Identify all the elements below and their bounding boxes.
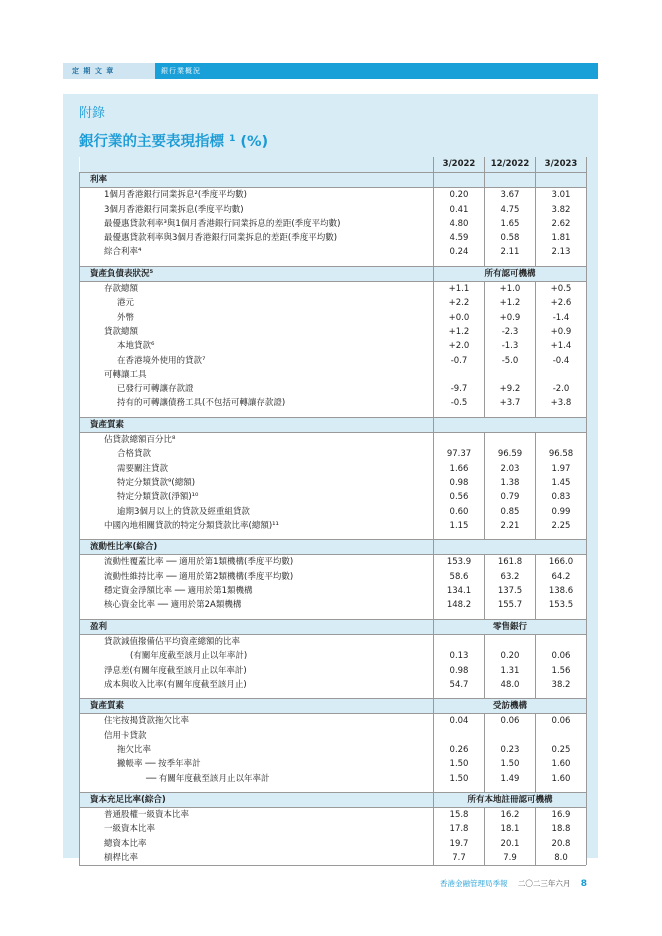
table-row — [80, 339, 587, 353]
table-row — [80, 772, 587, 786]
value-cell: 3.82 — [536, 203, 587, 217]
row-label: (有關年度截至該月止以年率計) — [80, 649, 434, 663]
row-label: ── 有關年度截至該月止以年率計 — [80, 772, 434, 786]
column-header: 3/2023 — [536, 157, 587, 173]
value-cell: 155.7 — [485, 598, 536, 612]
table-row — [80, 505, 587, 519]
row-label: 普通股權一級資本比率 — [80, 808, 434, 823]
section-header-row — [80, 792, 587, 807]
value-cell: -1.4 — [536, 311, 587, 325]
value-cell: 58.6 — [434, 570, 485, 584]
value-cell: +1.2 — [485, 296, 536, 310]
table-row — [80, 282, 587, 297]
row-label: 成本與收入比率(有關年度截至該月止) — [80, 678, 434, 692]
value-cell: 1.60 — [536, 757, 587, 771]
value-cell: 1.50 — [434, 772, 485, 786]
value-cell: 1.81 — [536, 231, 587, 245]
row-label: 貸款總額 — [80, 325, 434, 339]
table-blank-area — [79, 865, 586, 866]
row-label: 1個月香港銀行同業拆息²(季度平均數) — [80, 188, 434, 203]
value-cell: +2.0 — [434, 339, 485, 353]
value-cell: 97.37 — [434, 447, 485, 461]
section-scope: 受訪機構 — [434, 699, 587, 714]
value-cell: 3.01 — [536, 188, 587, 203]
row-label: 住宅按揭貸款拖欠比率 — [80, 714, 434, 729]
value-cell: 0.79 — [485, 490, 536, 504]
value-cell: 0.98 — [434, 664, 485, 678]
row-label: 本地貸款⁶ — [80, 339, 434, 353]
value-cell: +0.9 — [536, 325, 587, 339]
value-cell: 96.59 — [485, 447, 536, 461]
value-cell: 0.06 — [536, 649, 587, 663]
section-title: 資產質素 — [80, 699, 434, 714]
value-cell: 54.7 — [434, 678, 485, 692]
section-scope — [434, 540, 587, 555]
table-row — [80, 649, 587, 663]
value-cell: 0.20 — [434, 188, 485, 203]
row-label: 信用卡貸款 — [80, 729, 434, 743]
value-cell: 1.56 — [536, 664, 587, 678]
value-cell: 18.1 — [485, 822, 536, 836]
value-cell: 0.06 — [536, 714, 587, 729]
section-header-row — [80, 699, 587, 714]
table-row — [80, 203, 587, 217]
table-row — [80, 678, 587, 692]
table-row — [80, 217, 587, 231]
table-row — [80, 325, 587, 339]
value-cell: -9.7 — [434, 382, 485, 396]
value-cell: 0.06 — [485, 714, 536, 729]
table-row — [80, 296, 587, 310]
value-cell: -0.4 — [536, 354, 587, 368]
value-cell: 4.59 — [434, 231, 485, 245]
row-label: 一級資本比率 — [80, 822, 434, 836]
value-cell — [536, 634, 587, 649]
value-cell: 0.58 — [485, 231, 536, 245]
row-label: 合格貸款 — [80, 447, 434, 461]
value-cell: 7.9 — [485, 851, 536, 865]
table-row — [80, 634, 587, 649]
value-cell: 148.2 — [434, 598, 485, 612]
section-scope — [434, 417, 587, 432]
value-cell: +2.6 — [536, 296, 587, 310]
value-cell: 20.8 — [536, 837, 587, 851]
value-cell — [485, 368, 536, 382]
footer-publication: 香港金融管理局季報 — [440, 879, 508, 888]
value-cell — [434, 368, 485, 382]
title-footnote: 1 — [229, 134, 236, 144]
row-label: 槓桿比率 — [80, 851, 434, 865]
value-cell — [434, 433, 485, 448]
value-cell: +0.0 — [434, 311, 485, 325]
table-row — [80, 188, 587, 203]
table-row — [80, 231, 587, 245]
value-cell: +9.2 — [485, 382, 536, 396]
value-cell: +1.0 — [485, 282, 536, 297]
table-row — [80, 447, 587, 461]
column-header-blank — [80, 157, 434, 173]
value-cell: 153.5 — [536, 598, 587, 612]
value-cell: 19.7 — [434, 837, 485, 851]
section-title: 資產質素 — [80, 417, 434, 432]
value-cell: 2.11 — [485, 245, 536, 259]
value-cell: 0.85 — [485, 505, 536, 519]
value-cell: 0.83 — [536, 490, 587, 504]
value-cell: 0.56 — [434, 490, 485, 504]
row-label: 逾期3個月以上的貸款及經重組貸款 — [80, 505, 434, 519]
table-row — [80, 368, 587, 382]
row-label: 中國內地相關貸款的特定分類貸款比率(總額)¹¹ — [80, 519, 434, 533]
value-cell: 1.50 — [434, 757, 485, 771]
row-label: 穩定資金淨額比率 ── 適用於第1類機構 — [80, 584, 434, 598]
row-label: 綜合利率⁴ — [80, 245, 434, 259]
value-cell: 134.1 — [434, 584, 485, 598]
table-row — [80, 584, 587, 598]
table-row — [80, 519, 587, 533]
value-cell: +2.2 — [434, 296, 485, 310]
table-row — [80, 354, 587, 368]
section-title: 資產負債表狀況⁵ — [80, 266, 434, 281]
value-cell — [485, 433, 536, 448]
column-header: 3/2022 — [434, 157, 485, 173]
row-label: 需要關注貸款 — [80, 462, 434, 476]
section-header-row — [80, 540, 587, 555]
value-cell: -5.0 — [485, 354, 536, 368]
value-cell — [536, 729, 587, 743]
value-cell — [536, 433, 587, 448]
value-cell: 0.23 — [485, 743, 536, 757]
value-cell: 1.31 — [485, 664, 536, 678]
table-row — [80, 555, 587, 570]
value-cell: 63.2 — [485, 570, 536, 584]
value-cell: 64.2 — [536, 570, 587, 584]
row-label: 已發行可轉讓存款證 — [80, 382, 434, 396]
table-row — [80, 714, 587, 729]
value-cell: -2.0 — [536, 382, 587, 396]
title-text: 銀行業的主要表現指標 — [79, 134, 224, 150]
section-header-row — [80, 619, 587, 634]
value-cell: 153.9 — [434, 555, 485, 570]
row-label: 持有的可轉讓債務工具(不包括可轉讓存款證) — [80, 396, 434, 410]
value-cell: -1.3 — [485, 339, 536, 353]
value-cell: 0.60 — [434, 505, 485, 519]
value-cell: 1.60 — [536, 772, 587, 786]
row-label: 撇帳率 ── 按季年率計 — [80, 757, 434, 771]
table-row — [80, 570, 587, 584]
table-row — [80, 664, 587, 678]
table-row — [80, 433, 587, 448]
running-header — [63, 63, 598, 79]
value-cell: 161.8 — [485, 555, 536, 570]
row-label: 總資本比率 — [80, 837, 434, 851]
table-row — [80, 476, 587, 490]
indicators-table — [79, 157, 587, 865]
row-label: 外幣 — [80, 311, 434, 325]
value-cell: 137.5 — [485, 584, 536, 598]
row-label: 核心資金比率 ── 適用於第2A類機構 — [80, 598, 434, 612]
value-cell: -2.3 — [485, 325, 536, 339]
value-cell: 17.8 — [434, 822, 485, 836]
table-row — [80, 837, 587, 851]
value-cell: 16.9 — [536, 808, 587, 823]
value-cell: 1.15 — [434, 519, 485, 533]
table-row — [80, 598, 587, 612]
value-cell: 96.58 — [536, 447, 587, 461]
value-cell: 48.0 — [485, 678, 536, 692]
value-cell: 1.65 — [485, 217, 536, 231]
value-cell — [536, 368, 587, 382]
row-label: 特定分類貸款⁹(總額) — [80, 476, 434, 490]
value-cell: 18.8 — [536, 822, 587, 836]
table-row — [80, 757, 587, 771]
row-label: 佔貸款總額百分比⁸ — [80, 433, 434, 448]
title-unit: (%) — [240, 134, 269, 150]
row-label: 3個月香港銀行同業拆息(季度平均數) — [80, 203, 434, 217]
section-header-row — [80, 417, 587, 432]
section-blank-cell — [434, 173, 485, 188]
value-cell — [434, 634, 485, 649]
section-title: 利率 — [80, 173, 434, 188]
header-category: 定 期 文 章 — [63, 63, 155, 79]
row-label: 拖欠比率 — [80, 743, 434, 757]
table-row — [80, 729, 587, 743]
value-cell: +0.9 — [485, 311, 536, 325]
value-cell: 8.0 — [536, 851, 587, 865]
value-cell: +3.8 — [536, 396, 587, 410]
row-label: 可轉讓工具 — [80, 368, 434, 382]
value-cell: 0.98 — [434, 476, 485, 490]
value-cell: 2.13 — [536, 245, 587, 259]
value-cell: 0.13 — [434, 649, 485, 663]
value-cell: 0.20 — [485, 649, 536, 663]
value-cell: +0.5 — [536, 282, 587, 297]
value-cell: 166.0 — [536, 555, 587, 570]
column-header: 12/2022 — [485, 157, 536, 173]
value-cell: 15.8 — [434, 808, 485, 823]
row-label: 貸款減值撥備佔平均資產總額的比率 — [80, 634, 434, 649]
value-cell: +1.4 — [536, 339, 587, 353]
table-row — [80, 311, 587, 325]
value-cell: 1.49 — [485, 772, 536, 786]
column-header-row — [80, 157, 587, 173]
page-footer — [440, 878, 587, 889]
value-cell: 0.24 — [434, 245, 485, 259]
section-header-row — [80, 173, 587, 188]
section-blank-cell — [485, 173, 536, 188]
value-cell: -0.5 — [434, 396, 485, 410]
value-cell: 0.25 — [536, 743, 587, 757]
table-row — [80, 245, 587, 259]
section-title: 流動性比率(綜合) — [80, 540, 434, 555]
value-cell: 4.80 — [434, 217, 485, 231]
section-blank-cell — [536, 173, 587, 188]
section-title: 盈利 — [80, 619, 434, 634]
value-cell — [485, 729, 536, 743]
row-label: 流動性維持比率 ── 適用於第2類機構(季度平均數) — [80, 570, 434, 584]
row-label: 淨息差(有關年度截至該月止以年率計) — [80, 664, 434, 678]
section-scope: 所有本地註冊認可機構 — [434, 792, 587, 807]
value-cell — [485, 634, 536, 649]
section-scope: 零售銀行 — [434, 619, 587, 634]
value-cell: 3.67 — [485, 188, 536, 203]
table-row — [80, 490, 587, 504]
value-cell: 1.50 — [485, 757, 536, 771]
value-cell: 4.75 — [485, 203, 536, 217]
value-cell: 2.62 — [536, 217, 587, 231]
value-cell: 0.04 — [434, 714, 485, 729]
appendix-label: 附錄 — [79, 106, 106, 121]
value-cell: 2.03 — [485, 462, 536, 476]
value-cell: 1.38 — [485, 476, 536, 490]
row-label: 存款總額 — [80, 282, 434, 297]
value-cell: +3.7 — [485, 396, 536, 410]
table-row — [80, 822, 587, 836]
value-cell: 1.45 — [536, 476, 587, 490]
value-cell: 38.2 — [536, 678, 587, 692]
footer-date: 二〇二三年六月 — [517, 879, 571, 888]
row-label: 在香港境外使用的貸款⁷ — [80, 354, 434, 368]
row-label: 港元 — [80, 296, 434, 310]
row-label: 特定分類貸款(淨額)¹⁰ — [80, 490, 434, 504]
table-row — [80, 396, 587, 410]
page-number: 8 — [580, 879, 588, 889]
value-cell: 1.66 — [434, 462, 485, 476]
section-scope: 所有認可機構 — [434, 266, 587, 281]
section-header-row — [80, 266, 587, 281]
value-cell: 2.25 — [536, 519, 587, 533]
page-title — [79, 130, 268, 151]
table-row — [80, 851, 587, 865]
value-cell: 0.26 — [434, 743, 485, 757]
value-cell: 16.2 — [485, 808, 536, 823]
section-title: 資本充足比率(綜合) — [80, 792, 434, 807]
table-row — [80, 808, 587, 823]
value-cell: 138.6 — [536, 584, 587, 598]
row-label: 最優惠貸款利率³與1個月香港銀行同業拆息的差距(季度平均數) — [80, 217, 434, 231]
value-cell: 1.97 — [536, 462, 587, 476]
value-cell: 20.1 — [485, 837, 536, 851]
table-row — [80, 382, 587, 396]
value-cell: 7.7 — [434, 851, 485, 865]
value-cell: +1.1 — [434, 282, 485, 297]
table-row — [80, 743, 587, 757]
value-cell: 0.99 — [536, 505, 587, 519]
value-cell — [434, 729, 485, 743]
row-label: 流動性覆蓋比率 ── 適用於第1類機構(季度平均數) — [80, 555, 434, 570]
row-label: 最優惠貸款利率與3個月香港銀行同業拆息的差距(季度平均數) — [80, 231, 434, 245]
value-cell: 0.41 — [434, 203, 485, 217]
value-cell: 2.21 — [485, 519, 536, 533]
header-section: 銀行業概況 — [155, 63, 598, 79]
value-cell: +1.2 — [434, 325, 485, 339]
value-cell: -0.7 — [434, 354, 485, 368]
table-row — [80, 462, 587, 476]
